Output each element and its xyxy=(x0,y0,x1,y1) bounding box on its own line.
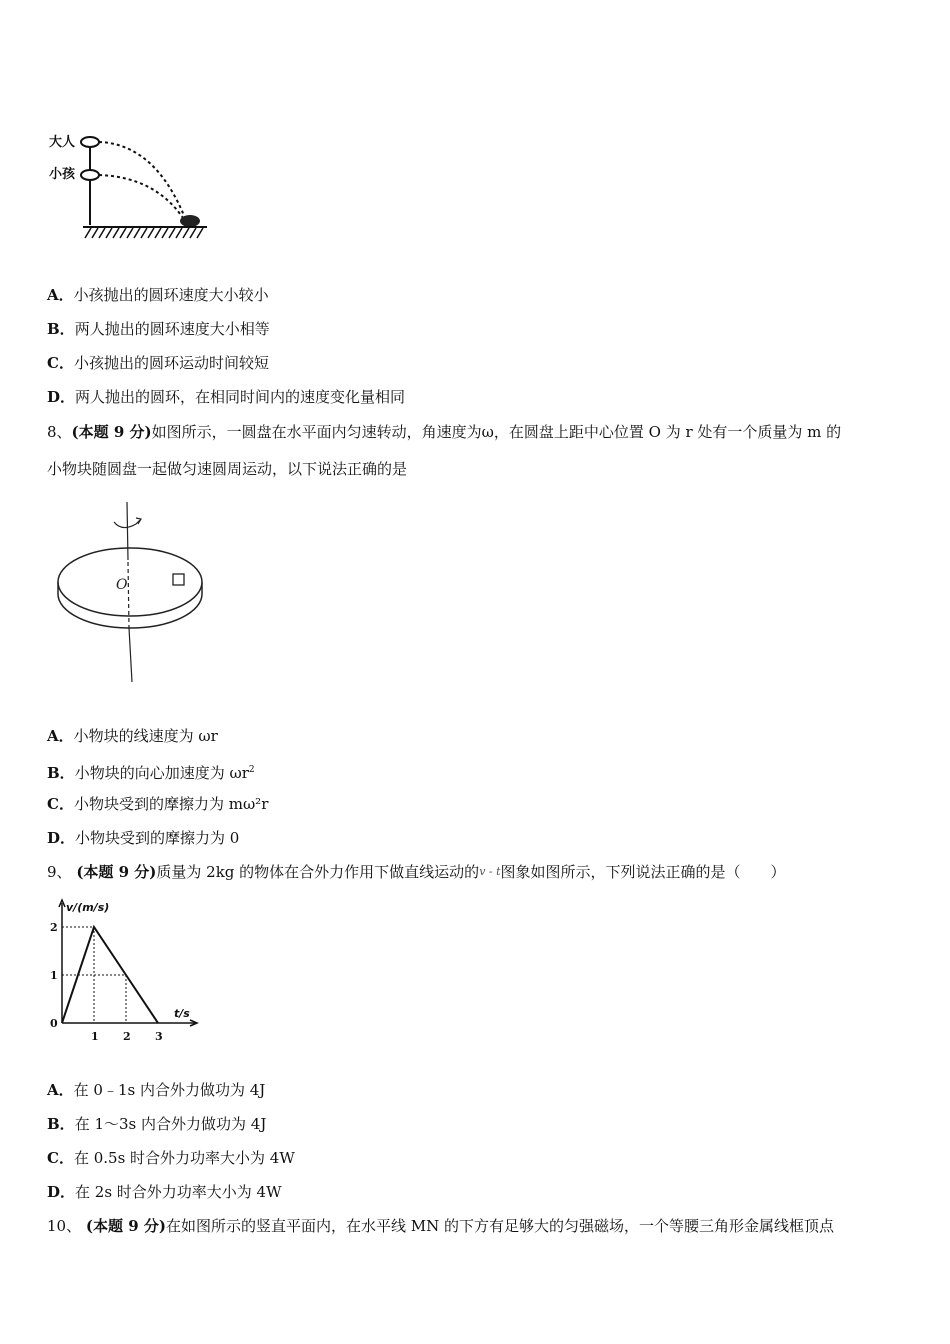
q8-option-b: B．小物块的向心加速度为 $\omega r^2$ xyxy=(47,764,255,782)
x-axis-label: t/s xyxy=(174,1007,190,1020)
q8-option-a: A．小物块的线速度为 ωr xyxy=(47,727,218,745)
q9-score: (本题 9 分) xyxy=(76,863,157,881)
q7-option-a: A．小孩抛出的圆环速度大小较小 xyxy=(47,286,269,304)
q9-option-a: A．在 0﹣1s 内合外力做功为 4J xyxy=(47,1081,266,1099)
x-tick-label: 1 xyxy=(91,1030,99,1043)
rotating-disk-figure xyxy=(52,500,212,690)
q8-stem-line2: 小物块随圆盘一起做匀速圆周运动，以下说法正确的是 xyxy=(47,460,408,478)
ring-toss-figure xyxy=(45,122,215,244)
q9-stem: 9、 (本题 9 分)质量为 2kg 的物体在合外力作用下做直线运动的v - t图象如图所示，下列说法正确的是（ ） xyxy=(47,863,786,881)
child-ring xyxy=(81,170,99,180)
q9-option-b: B．在 1～3s 内合外力做功为 4J xyxy=(47,1115,267,1133)
velocity-time-chart xyxy=(40,895,210,1045)
q9-option-c: C．在 0.5s 时合外力功率大小为 4W xyxy=(47,1149,295,1167)
q8-option-d: D．小物块受到的摩擦力为 0 xyxy=(47,829,240,847)
q7-option-b: B．两人抛出的圆环速度大小相等 xyxy=(47,320,270,338)
child-label: 小孩 xyxy=(49,167,76,182)
q8-stem-line1: 8、(本题 9 分)如图所示，一圆盘在水平面内匀速转动，角速度为ω，在圆盘上距中心位置 O 为 r 处有一个质量为 m 的 xyxy=(47,423,842,441)
adult-trajectory xyxy=(99,142,185,218)
y-tick-label: 1 xyxy=(50,969,58,982)
q7-option-d: D．两人抛出的圆环，在相同时间内的速度变化量相同 xyxy=(47,388,406,406)
q8-number: 8、 xyxy=(47,423,72,441)
adult-label: 大人 xyxy=(49,135,76,150)
y-tick-label: 2 xyxy=(50,921,58,934)
x-tick-label: 2 xyxy=(123,1030,131,1043)
q7-option-c: C．小孩抛出的圆环运动时间较短 xyxy=(47,354,269,372)
q9-option-d: D．在 2s 时合外力功率大小为 4W xyxy=(47,1183,282,1201)
small-block xyxy=(173,574,184,585)
q8-option-c: C．小物块受到的摩擦力为 mω²r xyxy=(47,795,269,813)
center-label: O xyxy=(116,577,128,593)
rotation-axis-bottom xyxy=(129,628,132,682)
adult-ring xyxy=(81,137,99,147)
target-object xyxy=(180,215,200,227)
vt-symbol: v - t xyxy=(479,865,501,878)
y-axis-label: v/(m/s) xyxy=(66,901,110,914)
q10-score: (本题 9 分) xyxy=(85,1217,166,1235)
q10-number: 10、 xyxy=(47,1217,82,1235)
x-tick-label: 3 xyxy=(155,1030,163,1043)
child-trajectory xyxy=(99,175,183,218)
q8-score: (本题 9 分) xyxy=(71,423,152,441)
q9-number: 9、 xyxy=(47,863,72,881)
q10-stem-line1: 10、 (本题 9 分)在如图所示的竖直平面内，在水平线 MN 的下方有足够大的匀强磁场，一个等腰三角形金属线框顶点 xyxy=(47,1217,834,1235)
ground-hatching xyxy=(85,228,203,238)
y-tick-label: 0 xyxy=(50,1017,58,1030)
